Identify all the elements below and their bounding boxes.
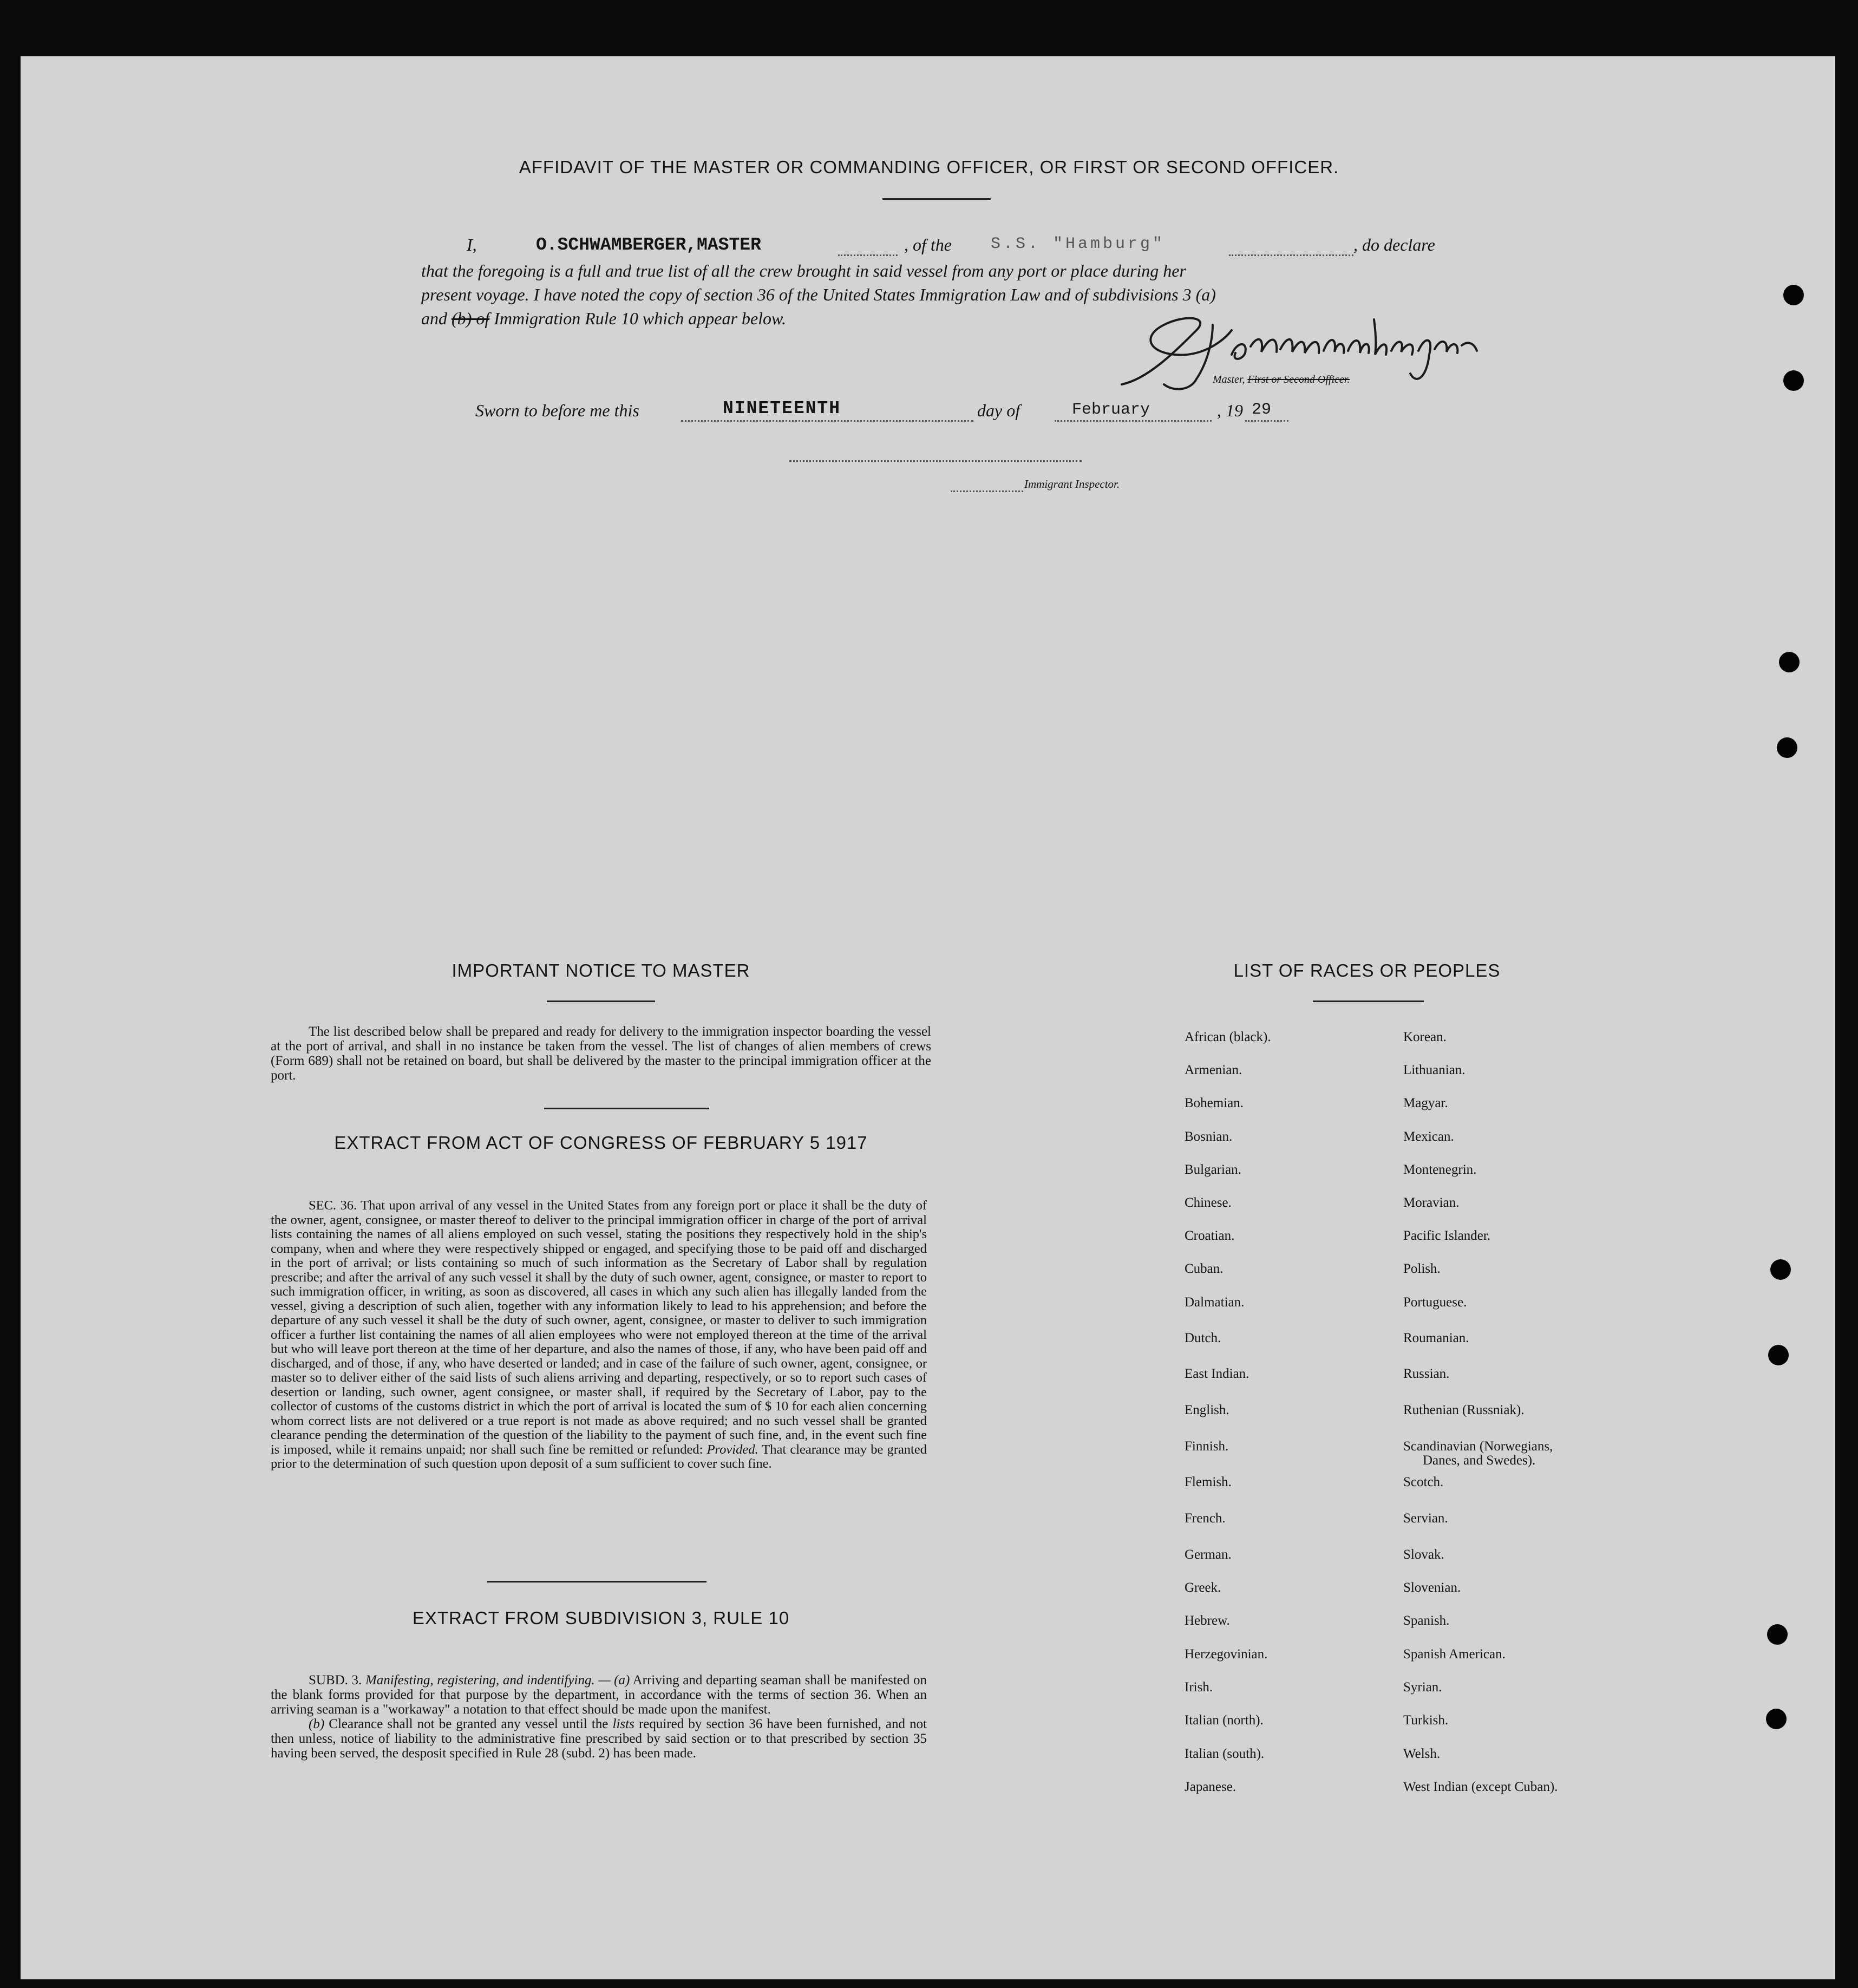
sworn-year-field: 29 xyxy=(1252,401,1272,419)
year-prefix: , 19 xyxy=(1217,401,1243,420)
master-name-field: O.SCHWAMBERGER,MASTER xyxy=(536,235,761,255)
affidavit-heading: AFFIDAVIT OF THE MASTER OR COMMANDING OFFICER, OR FIRST OR SECOND OFFICER. xyxy=(519,157,1339,177)
race-item: Herzegovinian. xyxy=(1185,1647,1268,1662)
inspector-label: Immigrant Inspector. xyxy=(1024,478,1120,491)
race-item: Portuguese. xyxy=(1403,1295,1467,1310)
punch-hole xyxy=(1770,1259,1791,1280)
affidavit-line-3: present voyage. I have noted the copy of section 36 of the United States Immigration Law and of subdivisions 3 (a) xyxy=(421,285,1216,304)
race-item: Bohemian. xyxy=(1185,1096,1244,1110)
vessel-dotted-line xyxy=(1229,254,1353,256)
race-item: Welsh. xyxy=(1403,1747,1441,1761)
sworn-prefix: Sworn to before me this xyxy=(475,401,639,420)
punch-hole xyxy=(1768,1345,1789,1365)
notice-divider xyxy=(544,1108,709,1109)
race-item: Korean. xyxy=(1403,1030,1447,1044)
race-item: Bulgarian. xyxy=(1185,1162,1241,1177)
race-item: Moravian. xyxy=(1403,1195,1460,1210)
race-item: Scandinavian (Norwegians, xyxy=(1403,1439,1553,1454)
race-item: Magyar. xyxy=(1403,1096,1448,1110)
punch-hole xyxy=(1777,737,1797,758)
race-item: Spanish. xyxy=(1403,1613,1450,1628)
punch-hole xyxy=(1783,370,1804,391)
race-item: French. xyxy=(1185,1511,1226,1526)
affidavit-line-2: that the foregoing is a full and true list of all the crew brought in said vessel from any port or place during her xyxy=(421,261,1186,280)
rule-heading: EXTRACT FROM SUBDIVISION 3, RULE 10 xyxy=(412,1608,790,1628)
punch-hole xyxy=(1779,652,1800,672)
race-item: Italian (south). xyxy=(1185,1747,1265,1761)
race-item: West Indian (except Cuban). xyxy=(1403,1780,1558,1794)
affidavit-pronoun: I, xyxy=(467,235,477,254)
race-item: Dalmatian. xyxy=(1185,1295,1245,1310)
race-item: Slovak. xyxy=(1403,1547,1444,1562)
race-item: English. xyxy=(1185,1403,1229,1417)
punch-hole xyxy=(1783,285,1804,305)
race-item: Ruthenian (Russniak). xyxy=(1403,1403,1525,1417)
race-item: Servian. xyxy=(1403,1511,1448,1526)
race-item: Polish. xyxy=(1403,1261,1441,1276)
name-dotted-line xyxy=(838,254,898,256)
sworn-month-field: February xyxy=(1072,401,1150,419)
inspector-dotted-line xyxy=(951,491,1023,492)
race-item: Scotch. xyxy=(1403,1475,1444,1489)
races-heading-underline xyxy=(1313,1000,1424,1002)
act-body: SEC. 36. That upon arrival of any vessel in the United States from any foreign port or place it shall be the duty of the owner, agent, consignee, or master thereof to deliver to the principal immigration officer in charge of the port of arrival lists containing the names of all aliens employed on such vessel, stating the positions they respectively hold in the ship's company, when and where they were respectively shipped or engaged, and specifying those to be paid off and discharged in the port of arrival; or lists containing so much of such information as the Secretary of Labor shall by regulation prescribe; and after the arrival of any such vessel it shall by the duty of such owner, agent, consignee, or master to report to such immigration officer, in writing, as soon as discovered, all cases in which any such alien has illegally landed from the vessel, giving a description of such alien, together with any information likely to lead to his apprehension; and before the departure of any such vessel it shall be the duty of such owner, agent, consignee, or master to deliver to such immigration officer a further list containing the names of all alien employees who were not employed thereon at the time of the arrival but who will leave port thereon at the time of her departure, and also the names of those, if any, who have been paid off and discharged, and of those, if any, who have deserted or landed; and in case of the failure of such owner, agent, consignee, or master so to deliver either of the said lists of such aliens arriving and departing, respectively, or so to report such cases of desertion or landing, such owner, agent consignee, or master shall, if required by the Secretary of Labor, pay to the collector of customs of the customs district in which the port of arrival is located the sum of $ 10 for each alien concerning whom correct lists are not delivered or a true report is not made as above required; and no such vessel shall be granted clearance pending the determination of the question of the liability to the payment of such fine, and, in the event such fine is imposed, while it remains unpaid; nor shall such fine be remitted or refunded: Provided. That clearance may be granted prior to the determination of such question upon deposit of a sum sufficient to cover such fine. xyxy=(271,1198,927,1471)
race-item: African (black). xyxy=(1185,1030,1271,1044)
notice-heading-underline xyxy=(547,1000,655,1002)
race-item: Irish. xyxy=(1185,1680,1213,1695)
race-item: Pacific Islander. xyxy=(1403,1228,1491,1243)
do-declare-text: , do declare xyxy=(1353,235,1435,254)
race-item: Cuban. xyxy=(1185,1261,1224,1276)
affidavit-line-4: and (b) of Immigration Rule 10 which appear below. xyxy=(421,309,786,328)
race-item: Japanese. xyxy=(1185,1780,1237,1794)
race-item: Armenian. xyxy=(1185,1063,1242,1077)
race-item: Syrian. xyxy=(1403,1680,1442,1695)
punch-hole xyxy=(1766,1709,1787,1729)
race-item: Chinese. xyxy=(1185,1195,1232,1210)
race-item: Bosnian. xyxy=(1185,1129,1233,1144)
race-item: Hebrew. xyxy=(1185,1613,1230,1628)
punch-hole xyxy=(1767,1624,1788,1645)
race-item: Lithuanian. xyxy=(1403,1063,1466,1077)
struck-text: (b) of xyxy=(452,309,490,328)
heading-underline xyxy=(882,198,991,200)
race-item: Finnish. xyxy=(1185,1439,1229,1454)
act-heading: EXTRACT FROM ACT OF CONGRESS OF FEBRUARY 5 1917 xyxy=(334,1133,868,1153)
inspector-signature-line xyxy=(789,460,1082,462)
act-divider xyxy=(487,1581,706,1582)
rule-body: SUBD. 3. Manifesting, registering, and indentifying. — (a) Arriving and departing seaman shall be manifested on the blank forms provided for that purpose by the department, in accordance with the terms of section 36. When an arriving seaman is a "workaway" a notation to that effect should be made upon the manifest. (b) Clearance shall not be granted any vessel until the lists required by section 36 have been furnished, and not then unless, notice of liability to the administrative fine prescribed by said section or to that prescribed by section 35 having been served, the desposit specified in Rule 28 (subd. 2) has been made. xyxy=(271,1673,927,1761)
race-item: Slovenian. xyxy=(1403,1580,1461,1595)
sworn-day-field: NINETEENTH xyxy=(723,398,841,418)
notice-body: The list described below shall be prepared and ready for delivery to the immigration inspector boarding the vessel at the port of arrival, and shall in no instance be taken from the vessel. The list of changes of alien members of crews (Form 689) shall not be retained on board, but shall be delivered by the master to the principal immigration officer at the port. xyxy=(271,1024,931,1083)
day-of-text: day of xyxy=(977,401,1020,420)
signature-caption: Master, First or Second Officer. xyxy=(1213,374,1350,385)
year-dotted-line xyxy=(1245,420,1288,422)
race-item: Montenegrin. xyxy=(1403,1162,1477,1177)
race-item: East Indian. xyxy=(1185,1366,1249,1381)
day-dotted-line xyxy=(681,420,973,422)
race-item-continuation: Danes, and Swedes). xyxy=(1423,1453,1536,1468)
race-item: Mexican. xyxy=(1403,1129,1454,1144)
race-item: Italian (north). xyxy=(1185,1713,1264,1728)
of-the-text: , of the xyxy=(904,235,952,254)
race-item: Greek. xyxy=(1185,1580,1221,1595)
race-item: German. xyxy=(1185,1547,1232,1562)
race-item: Spanish American. xyxy=(1403,1647,1506,1662)
race-item: Croatian. xyxy=(1185,1228,1235,1243)
month-dotted-line xyxy=(1055,420,1212,422)
notice-heading: IMPORTANT NOTICE TO MASTER xyxy=(452,960,750,980)
race-item: Russian. xyxy=(1403,1366,1450,1381)
races-heading: LIST OF RACES OR PEOPLES xyxy=(1233,960,1501,980)
race-item: Turkish. xyxy=(1403,1713,1449,1728)
race-item: Flemish. xyxy=(1185,1475,1232,1489)
race-item: Dutch. xyxy=(1185,1331,1221,1345)
vessel-name-field: S.S. "Hamburg" xyxy=(991,235,1166,253)
race-item: Roumanian. xyxy=(1403,1331,1469,1345)
